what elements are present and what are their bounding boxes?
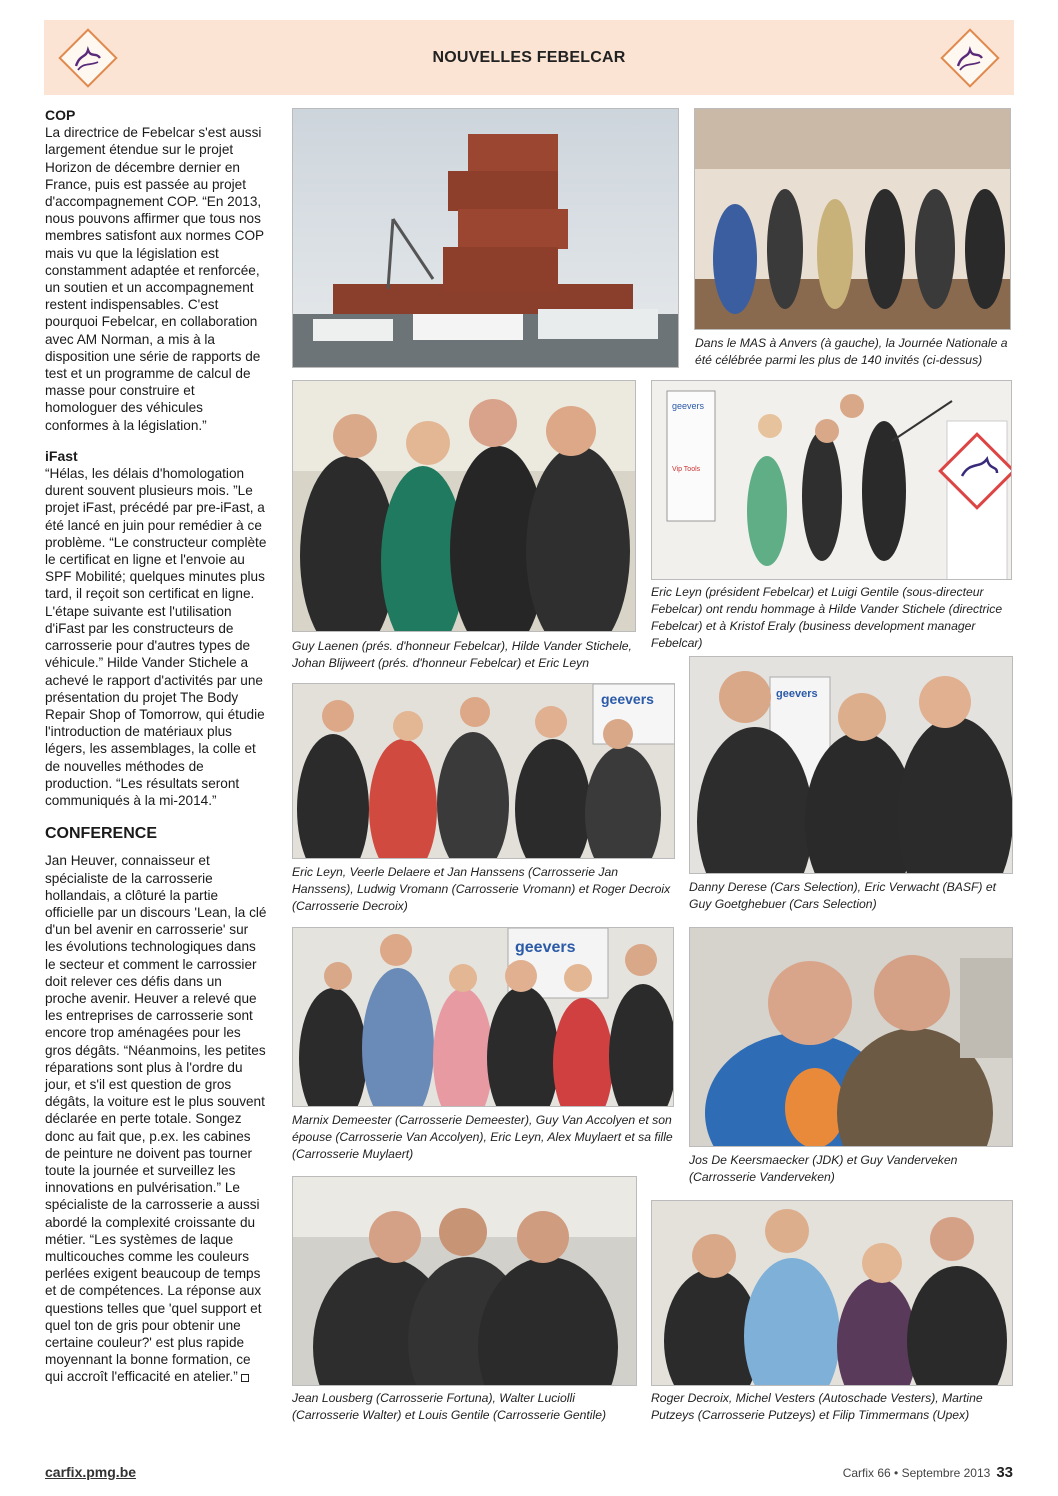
caption-8: Jean Lousberg (Carrosserie Fortuna), Walter Luciolli (Carrosserie Walter) et Louis Gentile (Carrosserie Gentile) <box>292 1391 607 1422</box>
footer-site-link[interactable]: carfix.pmg.be <box>45 1464 137 1480</box>
photo-reception-hall <box>694 108 1011 330</box>
geevers-sign: geevers <box>672 401 705 411</box>
footer-issue-label: Carfix 66 • Septembre 2013 <box>842 1466 991 1480</box>
photo-eric-leyn-group <box>292 683 675 859</box>
photo-tribute-stage <box>651 380 1012 580</box>
photo-jean-lousberg-group <box>292 1176 637 1386</box>
caption-2: Guy Laenen (prés. d'honneur Febelcar), Hilde Vander Stichele, Johan Blijweert (prés. d'honneur Febelcar) et Eric Leyn <box>292 639 632 670</box>
photo-roger-decroix-group <box>651 1200 1013 1386</box>
page-number: 33 <box>996 1464 1013 1481</box>
end-mark-icon <box>241 1374 249 1382</box>
caption-6: Marnix Demeester (Carrosserie Demeester), Guy Van Accolyen et son épouse (Carrosserie Van Accolyen), Eric Leyn, Alex Muylaert et sa fille (Carrosserie Muylaert) <box>292 1113 673 1161</box>
photo-jos-de-keersmaecker <box>689 927 1013 1147</box>
ifast-paragraph: “Hélas, les délais d'homologation durent souvent plusieurs mois. ”Le projet iFast, précédé par pre-iFast, a été lancé en juin pour remédier à ce problème. “Le constructeur complète le certificat en ligne et l'envoie au SPF Mobilité; quelques minutes plus tard, il reçoit son certificat en ligne. L'étape suivante est l'utilisation d'iFast par les constructeurs de carrosserie pour d'autres types de véhicule.” Hilde Vander Stichele a achevé le rapport d'activités par une présentation du projet The Body Repair Shop of Tomorrow, qui étudie l'introduction de matériaux plus légers, les assemblages, la colle et de nouvelles méthodes de production. “Les résultats seront communiqués à la mi-2014.” <box>45 466 267 808</box>
footer-issue <box>843 1464 1013 1481</box>
caption-5: Danny Derese (Cars Selection), Eric Verwacht (BASF) et Guy Goetghebuer (Cars Selection) <box>689 880 997 911</box>
geevers-poster: geevers <box>776 688 818 700</box>
ifast-heading: iFast <box>45 447 78 464</box>
vip-tools-sign: Vip Tools <box>672 466 701 473</box>
section-title: NOUVELLES FEBELCAR <box>432 49 626 66</box>
geevers-backdrop: geevers <box>515 939 576 956</box>
caption-9: Roger Decroix, Michel Vesters (Autoschade Vesters), Martine Putzeys (Carrosserie Putzeys) et Filip Timmermans (Upex) <box>651 1391 983 1422</box>
photo-guy-laenen-group <box>292 380 636 632</box>
conference-paragraph: Jan Heuver, connaisseur et spécialiste de la carrosserie hollandais, a clôturé la partie officielle par un discours 'Lean, la clé d'un bel avenir en carrosserie' sur les évolutions technologiques dans le secteur et comment le carrossier doit relever ces défis dans un proche avenir. Heuver a relevé que les entreprises de carrosserie sont encore trop aménagées pour les gros dégâts. “Néanmoins, les petites réparations sont plus à l'ordre du jour, et s'il est question de gros dégâts, la voiture est le plus souvent déclarée en perte totale. Songez donc au fait que, p.ex. les cabines de peinture ne doivent pas tourner toute la journée et surveillez les innovations en pulvérisation.” Le spécialiste de la carrosserie a aussi abordé la complexité croissante du métier. “Les systèmes de laque multicouches comme les couleurs perlées exigent beaucoup de temps et de compétences. La réponse aux questions telles que 'quel support et quel ton de gris pour obtenir une certaine couleur?' est plus rapide moyennant la bonne formation, ce qui accroît l'efficacité en atelier.” <box>45 853 267 1385</box>
geevers-banner: geevers <box>601 691 654 707</box>
caption-1: Dans le MAS à Anvers (à gauche), la Journée Nationale a été célébrée parmi les plus de 140 invités (ci-dessus) <box>695 336 1008 367</box>
cop-heading: COP <box>45 107 76 123</box>
caption-3: Eric Leyn (président Febelcar) et Luigi Gentile (sous-directeur Febelcar) ont rendu hommage à Hilde Vander Stichele (directrice Febelcar) et à Kristof Eraly (business development manager Febelcar) <box>651 585 1003 650</box>
cop-paragraph: La directrice de Febelcar s'est aussi largement étendue sur le projet Horizon de décembre dernier en France, puis est passée au projet d'accompagnement COP. “En 2013, nous pouvons affirmer que tous nos membres satisfont aux normes COP mais vu que la législation est constamment adaptée et renforcée, un soutien et un accompagnement restent indispensables. C'est pourquoi Febelcar, en collaboration avec AM Norman, a mis à la disposition une série de rapports de test et un programme de calcul de masse pour construire et homologuer des véhicules conformes à la législation.” <box>45 125 264 433</box>
page-header <box>44 20 1014 95</box>
photo-mas-building <box>292 108 679 368</box>
caption-4: Eric Leyn, Veerle Delaere et Jan Hanssens (Carrosserie Jan Hanssens), Ludwig Vromann (Carrosserie Vromann) et Roger Decroix (Carrosserie Decroix) <box>292 865 671 913</box>
febelcar-logo-right <box>940 28 1000 88</box>
photo-danny-derese-group <box>689 656 1013 874</box>
photo-marnix-demeester-group <box>292 927 674 1107</box>
article-column <box>45 107 267 1386</box>
conference-heading: CONFERENCE <box>45 825 158 843</box>
caption-7: Jos De Keersmaecker (JDK) et Guy Vanderveken (Carrosserie Vanderveken) <box>689 1153 958 1184</box>
